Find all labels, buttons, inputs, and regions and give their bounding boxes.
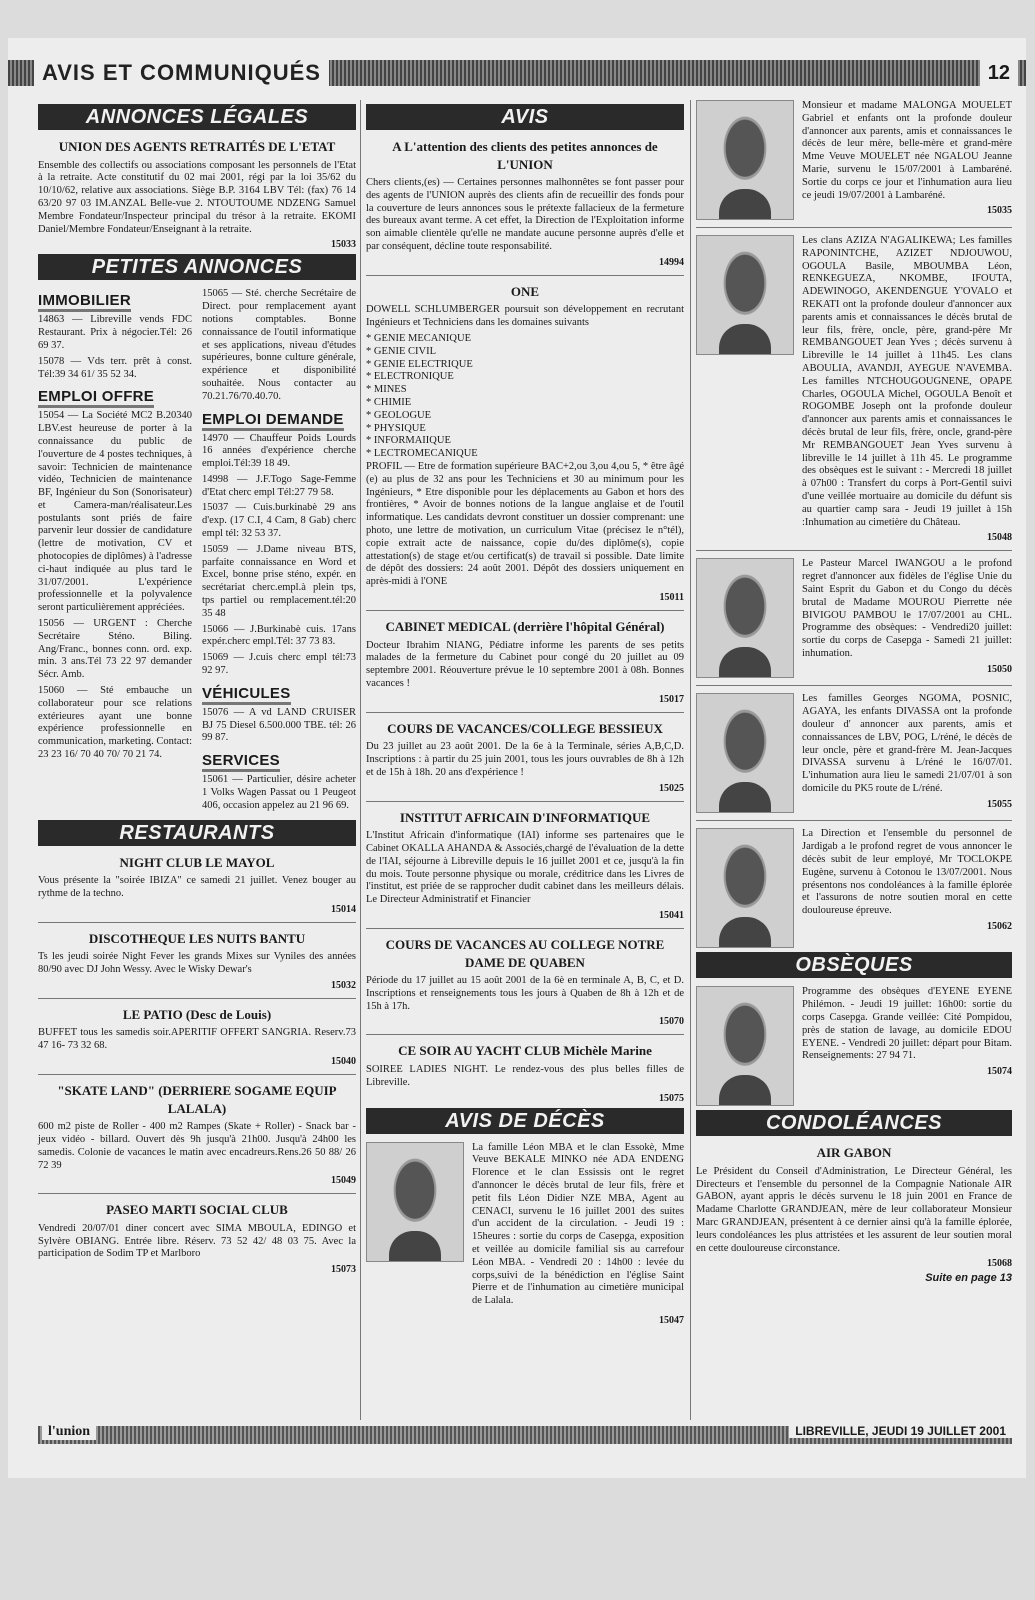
obituary [696, 235, 1012, 543]
divider [38, 1193, 356, 1194]
classified-item: 15054 — La Société MC2 B.20340 LBV.est heureuse de porter à la connaissance du public de l'ouverture de 4 postes techniques, à savoir: Technicien de maintenance vidéo, Technicien de maintenance BF, Ingénieur du Son (Sonorisateur) et Camera-man/réalisateur.Les postulants sont priés de faire parvenir leur dossier de candidature (lettre de motivation, CV et photocopies de diplômes) à l'adresse ci-haut indiquée au plus tard le 31/07/2001. L'expérience professionnelle et la polyvalence seront particulièrement appréciées. [38, 410, 192, 614]
avis-body: PROFIL — Etre de formation supérieure BAC+2,ou 3,ou 4,ou 5, * être âgé (e) au plus de 32 ans pour les Techniciens et 30 au minimum pour les Ingénieurs, * Etre disponible pour les déplacements au Gabon et hors des frontières, * Avoir de bonnes notions de la langue anglaise et de l'outil informatique. Les candidats devront constituer un dossier comprenant: une photo, une lettre de motivation, un curriculum Vitae (précisez le n°tél), copie extrait acte de naissance, copie du/des diplôme(s), copie attestation(s) de stage et/ou certificat(s) de travail si possible. Date limite de dépôt des dossiers: 24 août 2001. Dépôt des dossiers uniquement en après-midi à l'ONE [366, 460, 684, 588]
issue-date: LIBREVILLE, JEUDI 19 JUILLET 2001 [789, 1424, 1012, 1438]
ref-number: 14994 [659, 256, 684, 268]
divider [696, 550, 1012, 551]
resto-body: Vous présente la "soirée IBIZA" ce samedi 21 juillet. Venez bouger au rythme de la techno. [38, 875, 356, 899]
ref-number: 15070 [659, 1016, 684, 1028]
legal-body: Ensemble des collectifs ou associations composant les personnels de l'Etat à la retraite. Acte constitutif du 02 mai 2001, régi par la loi 35/62 du 10/10/62, relative aux associations. Siège B.P. 3164 LBV Tél: (fax) 76 14 63/20 97 03 IM.ANZAL Belle-vue 2. NTOUTOUME NDZENG Samuel Membre Fondateur/Inspecteur principal du trésor à la retraite. EKOMI Daniel/Membre Fondateur/Enseignant à la retraite. [38, 159, 356, 235]
avis-body: Chers clients,(es) — Certaines personnes malhonnêtes se font passer pour des agents de l'UNION auprès des clients afin de recueillir des fonds pour la couverture de leurs annonces sous le prétexte fallacieux de la fermeture des bureaux avant terme. A cet effet, la Direction de l'Exploitation informe son aimable clientèle qu'elle ne mandate aucune personne auprès d'elle et par conséquent, décline toute responsabilité. [366, 177, 684, 253]
obituary-body: Monsieur et madame MALONGA MOUELET Gabriel et enfants ont la profonde douleur d'annoncer aux parents, amis et connaissances le décès de leur mère, belle-mère et grand-mère Mme Veuve MOUELET née NGALOU Jeanne Marie, survenu le 15/07/2001 à Lambaréné. Sortie du corps ce jour et l'inhumation aura lieu ce jeudi 19/07/2001 à Lambaréné. [802, 100, 1012, 201]
resto-title: "SKATE LAND" (DERRIERE SOGAME EQUIP LALALA) [57, 1083, 337, 1116]
list-item: * CHIMIE [366, 397, 412, 408]
list-item: * INFORMAIIQUE [366, 435, 451, 447]
immobilier-heading: IMMOBILIER [38, 292, 131, 312]
ref-number: 15062 [987, 920, 1012, 932]
avis-title: INSTITUT AFRICAIN D'INFORMATIQUE [399, 809, 651, 825]
ref-number: 15074 [987, 1066, 1012, 1078]
services-heading: SERVICES [202, 752, 280, 772]
portrait-photo [696, 100, 794, 220]
restaurants-header: RESTAURANTS [38, 820, 356, 846]
obituary-body: La famille Léon MBA et le clan Essokè, Mme Veuve BEKALE MINKO née ADA ENDENG Florence et le clan Essissis ont le regret d'annoncer le décès brutal de leur fils, frère et petit fils Léon Didier NZE MBA, Agent au CENACI, survenu le 16 juillet 2001 des suites d'un accident de la circulation. - Jeudi 19 : 15heures : sortie du corps de Casepga, exposition et veillée au domicile familial sis au carrefour Léon MBA. - Vendredi 20 : 14h00 : levée du corps,suivi de la bénédiction en l'église Saint Pierre et de l'inhumation au cimetière municipal de Lalala. [472, 1141, 684, 1307]
avis-header: AVIS [366, 104, 684, 130]
obituary [696, 828, 1012, 948]
ref-number: 15035 [987, 205, 1012, 217]
divider [366, 712, 684, 713]
petites-annonces-header: PETITES ANNONCES [38, 254, 356, 280]
resto-title: NIGHT CLUB LE MAYOL [119, 854, 275, 870]
portrait-photo [366, 1142, 464, 1262]
page-number: 12 [980, 58, 1018, 88]
obituary-body: Le Pasteur Marcel IWANGOU a le profond regret d'annoncer aux fidèles de l'église Unie du Saint Esprit du Gabon et du Congo du décès brutal de Madame MOUROU Pierrette née BIVIGOU PAMBOU le 17/07/2001 au CHL. Programme des obsèques: - Vendredi20 juillet: sortie du corps de Casepga - Samedi 21 juillet: inhumation. [802, 558, 1012, 659]
emploi-offre-heading: EMPLOI OFFRE [38, 388, 154, 408]
ref-number: 15050 [987, 663, 1012, 675]
avis-title: COURS DE VACANCES AU COLLEGE NOTRE DAME DE QUABEN [385, 936, 665, 970]
obituary-body: Les familles Georges NGOMA, POSNIC, AGAYA, les enfants DIVASSA ont la profonde douleur d' annoncer aux parents, amis et connaissances de LBV, POG, L/réné, le décès de leur oncle, père et grand-frère M. Jean-Jacques DIVASSA survenu à L/réné le 16/07/01. L'inhumation aura lieu le samedi 21/07/01 à son domicile du PK5 route de L/réné. [802, 693, 1012, 794]
divider [366, 928, 684, 929]
list-item: * GENIE MECANIQUE [366, 333, 471, 345]
column-rule [360, 100, 361, 1420]
avis-body: L'Institut Africain d'informatique (IAI) informe ses partenaires que le Cabinet OKALLA AHANDA & Associés,chargé de l'évaluation de la dette de l'IAI, séjourne à Libreville depuis le 16 juillet 2001 et ce, jusqu'à la fin du mois. Toute personne physique ou morale, créditrice dans les Livres de l'institut, est priée de se rapprocher dudit cabinet dans les meilleurs délais. Le Directeur Administratif et Financier [366, 830, 684, 906]
condoleances-header: CONDOLÉANCES [696, 1110, 1012, 1136]
classified-item: 15061 — Particulier, désire acheter 1 Volks Wagen Passat ou 1 Peugeot 406, occasion appelez au 21 96 69. [202, 774, 356, 811]
avis-body: Docteur Ibrahim NIANG, Pédiatre informe les parents de ses petits malades de la fermeture du Cabinet pour congé du 20 juillet au 09 septembre 2001. Réouverture prévue le 10 septembre 2001 à 08h. Bonnes vacances ! [366, 639, 684, 689]
obseques-header: OBSÈQUES [696, 952, 1012, 978]
ref-number: 15032 [331, 979, 356, 991]
vehicules-heading: VÉHICULES [202, 685, 291, 705]
divider [38, 998, 356, 999]
avis-title: CABINET MEDICAL (derrière l'hôpital Général) [385, 618, 665, 634]
classified-item: 15065 — Sté. cherche Secrétaire de Direct. pour remplacement ayant notions comptables. Bonne connaissance de l'outil informatique et ses applications, niveau d'études supérieures, bonne culture générale, expérience et disponibilité souhaitée. Nous contacter au 70.21.76/70.40.70. [202, 288, 356, 402]
avis-body: SOIREE LADIES NIGHT. Le rendez-vous des plus belles filles de Libreville. [366, 1063, 684, 1088]
divider [696, 820, 1012, 821]
ref-number: 15040 [331, 1056, 356, 1068]
portrait-photo [696, 693, 794, 813]
classified-item: 15076 — A vd LAND CRUISER BJ 75 Diesel 6.500.000 TBE. tél: 26 99 87. [202, 706, 356, 744]
ref-number: 15073 [331, 1264, 356, 1276]
ref-number: 15025 [659, 782, 684, 794]
classified-item: 15059 — J.Dame niveau BTS, parfaite connaissance en Word et Excel, bonne prise sténo, expér. en secrétariat cherc.empl.à plein tps, tps partiel ou remplacement.tél:20 35 48 [202, 543, 356, 619]
ref-number: 15068 [987, 1258, 1012, 1270]
ref-number: 15049 [331, 1175, 356, 1187]
resto-body: Vendredi 20/07/01 diner concert avec SIMA MBOULA, EDINGO et Sylvère OBIANG. Entrée libre. Réserv. 73 52 42/ 48 03 75. Avec la participation de Sodim TP et Marlboro [38, 1222, 356, 1260]
continued-note: Suite en page 13 [925, 1272, 1012, 1285]
classified-item: 15056 — URGENT : Cherche Secrétaire Sténo. Biling. Ang/Franc., bonnes conn. ord. exp. min. 3 ans.Tél 73 22 97 demander Sécr. Amb. [38, 618, 192, 681]
divider [366, 610, 684, 611]
obituary-body: La Direction et l'ensemble du personnel de Jardigab a le profond regret de vous annoncer le décès subit de leur employé, Mr TOCLOKPE Eugène, survenu à Cotonou le 13/07/2001. Nous présentons nos condoléances à la famille éplorée et l'assurons de notre soutien moral en cette douloureuse épreuve. [802, 828, 1012, 917]
avis-body: Période du 17 juillet au 15 août 2001 de la 6è en terminale A, B, C, et D. Inscriptions et renseignements tous les jours à Quaben de 8h à 12h et de 15h à 17h. [366, 975, 684, 1012]
portrait-photo [696, 558, 794, 678]
portrait-photo [696, 986, 794, 1106]
ref-number: 15033 [331, 239, 356, 251]
paper-name: l'union [42, 1424, 96, 1440]
avis-title: CE SOIR AU YACHT CLUB Michèle Marine [398, 1043, 652, 1059]
portrait-photo [696, 828, 794, 948]
list-item: * GEOLOGUE [366, 409, 432, 421]
classifieds [38, 288, 356, 815]
divider [366, 1034, 684, 1035]
obituary [366, 1142, 684, 1311]
divider [38, 1074, 356, 1075]
ref-number: 15075 [659, 1092, 684, 1104]
list-item: * LECTROMECANIQUE [366, 448, 478, 460]
divider [366, 801, 684, 802]
ref-number: 15047 [659, 1314, 684, 1326]
resto-title: PASEO MARTI SOCIAL CLUB [106, 1202, 288, 1218]
obituary [696, 558, 1012, 678]
avis-title: ONE [510, 283, 540, 299]
avis-title: COURS DE VACANCES/COLLEGE BESSIEUX [387, 720, 663, 736]
ref-number: 15017 [659, 693, 684, 705]
classified-item: 14970 — Chauffeur Poids Lourds 16 années d'expérience cherche emploi.Tél:39 18 49. [202, 432, 356, 470]
obituary [696, 986, 1012, 1106]
section-title: AVIS ET COMMUNIQUÉS [34, 58, 329, 88]
obituary [696, 100, 1012, 220]
list-item: * PHYSIQUE [366, 422, 426, 434]
domain-list [366, 333, 684, 461]
ref-number: 15055 [987, 798, 1012, 810]
classified-item: 14863 — Libreville vends FDC Restaurant. Prix à négocier.Tél: 26 69 37. [38, 314, 192, 351]
avis-deces-header: AVIS DE DÉCÈS [366, 1108, 684, 1134]
avis-title: A L'attention des clients des petites annonces de L'UNION [392, 139, 658, 172]
newspaper-page [8, 38, 1026, 1478]
classified-item: 15069 — J.cuis cherc empl tél:73 92 97. [202, 652, 356, 677]
ref-number: 15048 [987, 532, 1012, 544]
condo-body: Le Président du Conseil d'Administration, Le Directeur Général, les Directeurs et l'ensemble du personnel de la Compagnie Nationale AIR GABON, ayant appris le décès survenu le 18 juin 2001 en France de Madame Charlotte GRANDJEAN, mère de leur collaborateur Monsieur Marc GRANDJEAN, présentent à ce dernier ainsi qu'à la famille éplorée, leurs condoléances les plus attristées et les assurent de leur soutien moral en cette douloureuse circonstance. [696, 1165, 1012, 1254]
list-item: * GENIE ELECTRIQUE [366, 358, 473, 370]
classified-item: 15037 — Cuis.burkinabè 29 ans d'exp. (17 C.I, 4 Cam, 8 Gab) cherc empl tél: 32 53 37. [202, 502, 356, 540]
ref-number: 15014 [331, 903, 356, 915]
divider [366, 275, 684, 276]
legal-title: UNION DES AGENTS RETRAITÉS DE L'ETAT [58, 139, 336, 154]
emploi-demande-heading: EMPLOI DEMANDE [202, 411, 344, 431]
ref-number: 15041 [659, 909, 684, 921]
classified-item: 15066 — J.Burkinabè cuis. 17ans expér.cherc empl.Tél: 37 73 83. [202, 623, 356, 648]
column-left [38, 100, 356, 1275]
divider [696, 227, 1012, 228]
classified-item: 14998 — J.F.Togo Sage-Femme d'Etat cherc empl Tél:27 79 58. [202, 473, 356, 498]
column-middle [366, 100, 684, 1326]
list-item: * ELECTRONIQUE [366, 371, 454, 383]
column-right [696, 100, 1012, 1284]
ref-number: 15011 [659, 591, 684, 603]
resto-title: DISCOTHEQUE LES NUITS BANTU [88, 930, 306, 946]
list-item: * MINES [366, 384, 407, 396]
condo-title: AIR GABON [816, 1145, 892, 1161]
divider [696, 685, 1012, 686]
obituary [696, 693, 1012, 813]
annonces-legales-header: ANNONCES LÉGALES [38, 104, 356, 130]
obituary-body: Programme des obsèques d'EYENE EYENE Philémon. - Jeudi 19 juillet: 16h00: sortie du corps Casepga. Grande veillée: Cité Pompidou, près de station de lavage, au domicile EDOU EYENE. - Vendredi 20 juillet: départ pour Bitam. Renseignements: 27 94 71. [802, 986, 1012, 1062]
resto-body: BUFFET tous les samedis soir.APERITIF OFFERT SANGRIA. Reserv.73 47 16- 73 32 68. [38, 1027, 356, 1052]
portrait-photo [696, 235, 794, 355]
avis-body: Du 23 juillet au 23 août 2001. De la 6e à la Terminale, séries A,B,C,D. Inscriptions : à partir du 25 juin 2001, tous les jours ouvrables de 8h à 12h et de 15h à 18h. 20 ans d'expérience ! [366, 741, 684, 778]
column-rule [690, 100, 691, 1420]
classified-item: 15060 — Sté embauche un collaborateur pour sce relations extérieures ayant une bonne expérience professionnelle en communication, marketing. Contact: 23 23 16/ 70 40 70/ 70 21 74. [38, 685, 192, 761]
obituary-body: Les clans AZIZA N'AGALIKEWA; Les familles RAPONINTCHE, AZIZET NDJOUWOU, OGOULA Basile, MBOUMBA Léon, RENKEGUEZA, NKOMBE, IFOUTA, ADEWINOGO, AKENDENGUE Y'OVALO et REKATI ont la profonde douleur d'annoncer aux parents amis et connaissances le décès brutal de leur fils, frère, oncle, père, grand-père Mr REMBANGOUET Jean Yves ; décès survenu à Libreville le 14 juillet à 11h45. Les clans ABOULIA, AVANDJI, AYEGUE N'AVEMBA. Les familles NTCHOUGOUGNENE, OPAPE Charles, OGOULA Michel, OGOULA Benoît et ROGOMBE Joseph ont la profonde douleur d'annoncer aux parents amis et connaissances le décès brutal de leur fils, frère, oncle, grand-père Mr REMBANGOUET Jean Yves survenu à libreville le 14 juillet à 11h 45. Le programme des obsèques est le suivant : - Mercredi 18 juillet à 07h00 : Transfert du corps à Port-Gentil suivi d'une veillée mortuaire au domicile du défunt sis au quartier camp sara - Jeudi 19 juillet à 15h :Inhumation au cimetière du Château. [802, 235, 1012, 528]
resto-body: Ts les jeudi soirée Night Fever les grands Mixes sur Vyniles des années 80/90 avec DJ John Wessy. Avec le Wisky Dewar's [38, 951, 356, 976]
avis-body: DOWELL SCHLUMBERGER poursuit son développement en recrutant Ingénieurs et Techniciens dans les domaines suivants [366, 304, 684, 329]
divider [38, 922, 356, 923]
list-item: * GENIE CIVIL [366, 345, 436, 357]
resto-title: LE PATIO (Desc de Louis) [122, 1006, 272, 1022]
resto-body: 600 m2 piste de Roller - 400 m2 Rampes (Skate + Roller) - Snack bar - jeux vidéo - billard. Ouvert dès 9h jusqu'à 21h00. Jusqu'à 24h00 les samedis. Colonie de vacances le matin avec encadreurs.Rens.26 50 88/ 26 72 39 [38, 1121, 356, 1171]
classified-item: 15078 — Vds terr. prêt à const. Tél:39 34 61/ 35 52 34. [38, 355, 192, 380]
